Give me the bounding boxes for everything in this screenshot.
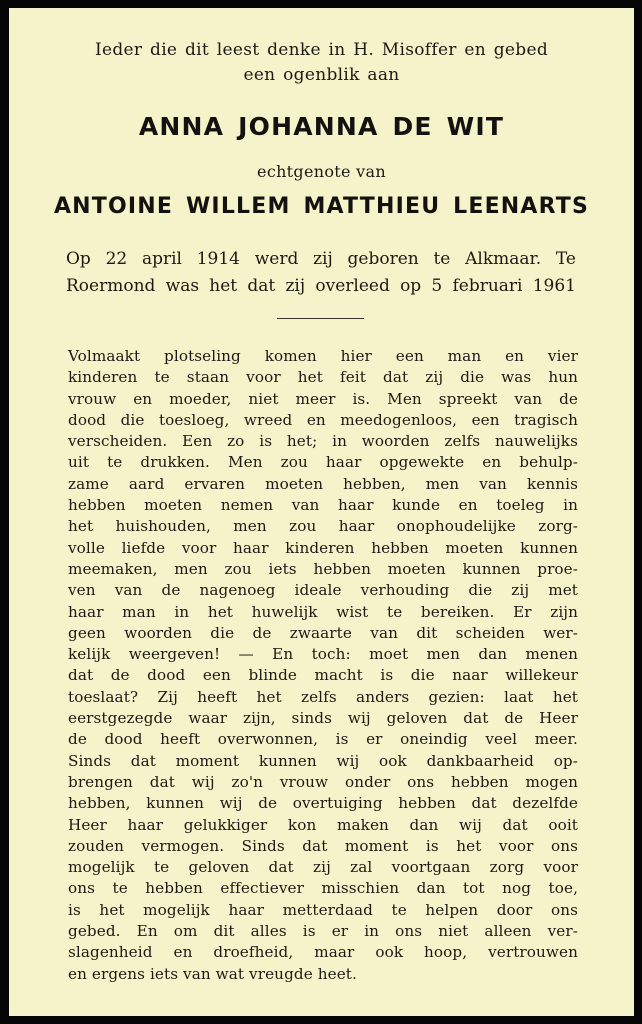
memorial-text-line: vrouw en moeder, niet meer is. Men spreekt van de — [68, 389, 578, 408]
memorial-text-line: en ergens iets van wat vreugde heet. — [68, 964, 357, 983]
memorial-text-line: eerstgezegde waar zijn, sinds wij geloven dat de Heer — [68, 709, 578, 728]
memorial-text-line: kinderen te staan voor het feit dat zij die was hun — [68, 368, 578, 387]
memorial-text-line: haar man in het huwelijk wist te bereiken. Er zijn — [68, 602, 578, 621]
memorial-text-line: het huishouden, men zou haar onophoudelijke zorg- — [68, 517, 578, 536]
memorial-card — [9, 8, 634, 1016]
memorial-text-line: meemaken, men zou iets hebben moeten kunnen proe- — [68, 559, 578, 578]
memorial-text-line: Heer haar gelukkiger kon maken dan wij dat ooit — [68, 815, 578, 834]
memorial-text-line: dood die toesloeg, wreed en meedogenloos, een tragisch — [68, 410, 578, 429]
memorial-text-line: hebben moeten nemen van haar kunde en toeleg in — [68, 496, 578, 515]
memorial-text-line: uit te drukken. Men zou haar opgewekte en behulp- — [68, 453, 578, 472]
deceased-name: ANNA JOHANNA DE WIT — [138, 112, 505, 141]
memorial-text-line: brengen dat wij zo'n vrouw onder ons hebben mogen — [68, 772, 578, 791]
birth-death-dates — [66, 246, 576, 300]
relation-text: echtgenote van — [257, 162, 386, 181]
memorial-text-line: gebed. En om dit alles is er in ons niet alleen ver- — [68, 922, 578, 941]
spouse-name: ANTOINE WILLEM MATTHIEU LEENARTS — [53, 194, 590, 219]
memorial-text-line: kelijk weergeven! — En toch: moet men dan menen — [68, 645, 578, 664]
memorial-text-line: verscheiden. Een zo is het; in woorden zelfs nauwelijks — [68, 432, 578, 451]
memorial-text-line: toeslaat? Zij heeft het zelfs anders gezien: laat het — [68, 687, 578, 706]
memorial-text-line: de dood heeft overwonnen, is er oneindig veel meer. — [68, 730, 578, 749]
dates-line: Roermond was het dat zij overleed op 5 februari 1961 — [66, 276, 576, 296]
memorial-text-line: geen woorden die de zwaarte van dit scheiden wer- — [68, 623, 578, 642]
invocation-line: een ogenblik aan — [243, 65, 400, 85]
divider-rule — [277, 318, 364, 319]
memorial-text-line: Volmaakt plotseling komen hier een man en vier — [68, 347, 578, 365]
memorial-text-line: dat de dood een blinde macht is die naar willekeur — [68, 666, 578, 685]
dates-line: Op 22 april 1914 werd zij geboren te Alkmaar. Te — [66, 249, 576, 269]
memorial-text-line: slagenheid en droefheid, maar ook hoop, vertrouwen — [68, 943, 578, 962]
memorial-text-line: zouden vermogen. Sinds dat moment is het voor ons — [68, 836, 578, 855]
memorial-text-line: is het mogelijk haar metterdaad te helpen door ons — [68, 900, 578, 919]
memorial-text-line: hebben, kunnen wij de overtuiging hebben dat dezelfde — [68, 794, 578, 813]
memorial-text-line: mogelijk te geloven dat zij zal voortgaan zorg voor — [68, 858, 578, 877]
memorial-text-line: volle liefde voor haar kinderen hebben moeten kunnen — [68, 538, 578, 557]
memorial-text-line: ven van de nagenoeg ideale verhouding die zij met — [68, 581, 578, 600]
memorial-text — [68, 346, 578, 985]
invocation-text — [9, 38, 634, 88]
invocation-line: Ieder die dit leest denke in H. Misoffer en gebed — [94, 40, 549, 60]
memorial-text-line: ons te hebben effectiever misschien dan tot nog toe, — [68, 879, 578, 898]
memorial-text-line: Sinds dat moment kunnen wij ook dankbaarheid op- — [68, 751, 578, 770]
memorial-text-line: zame aard ervaren moeten hebben, men van kennis — [68, 474, 578, 493]
